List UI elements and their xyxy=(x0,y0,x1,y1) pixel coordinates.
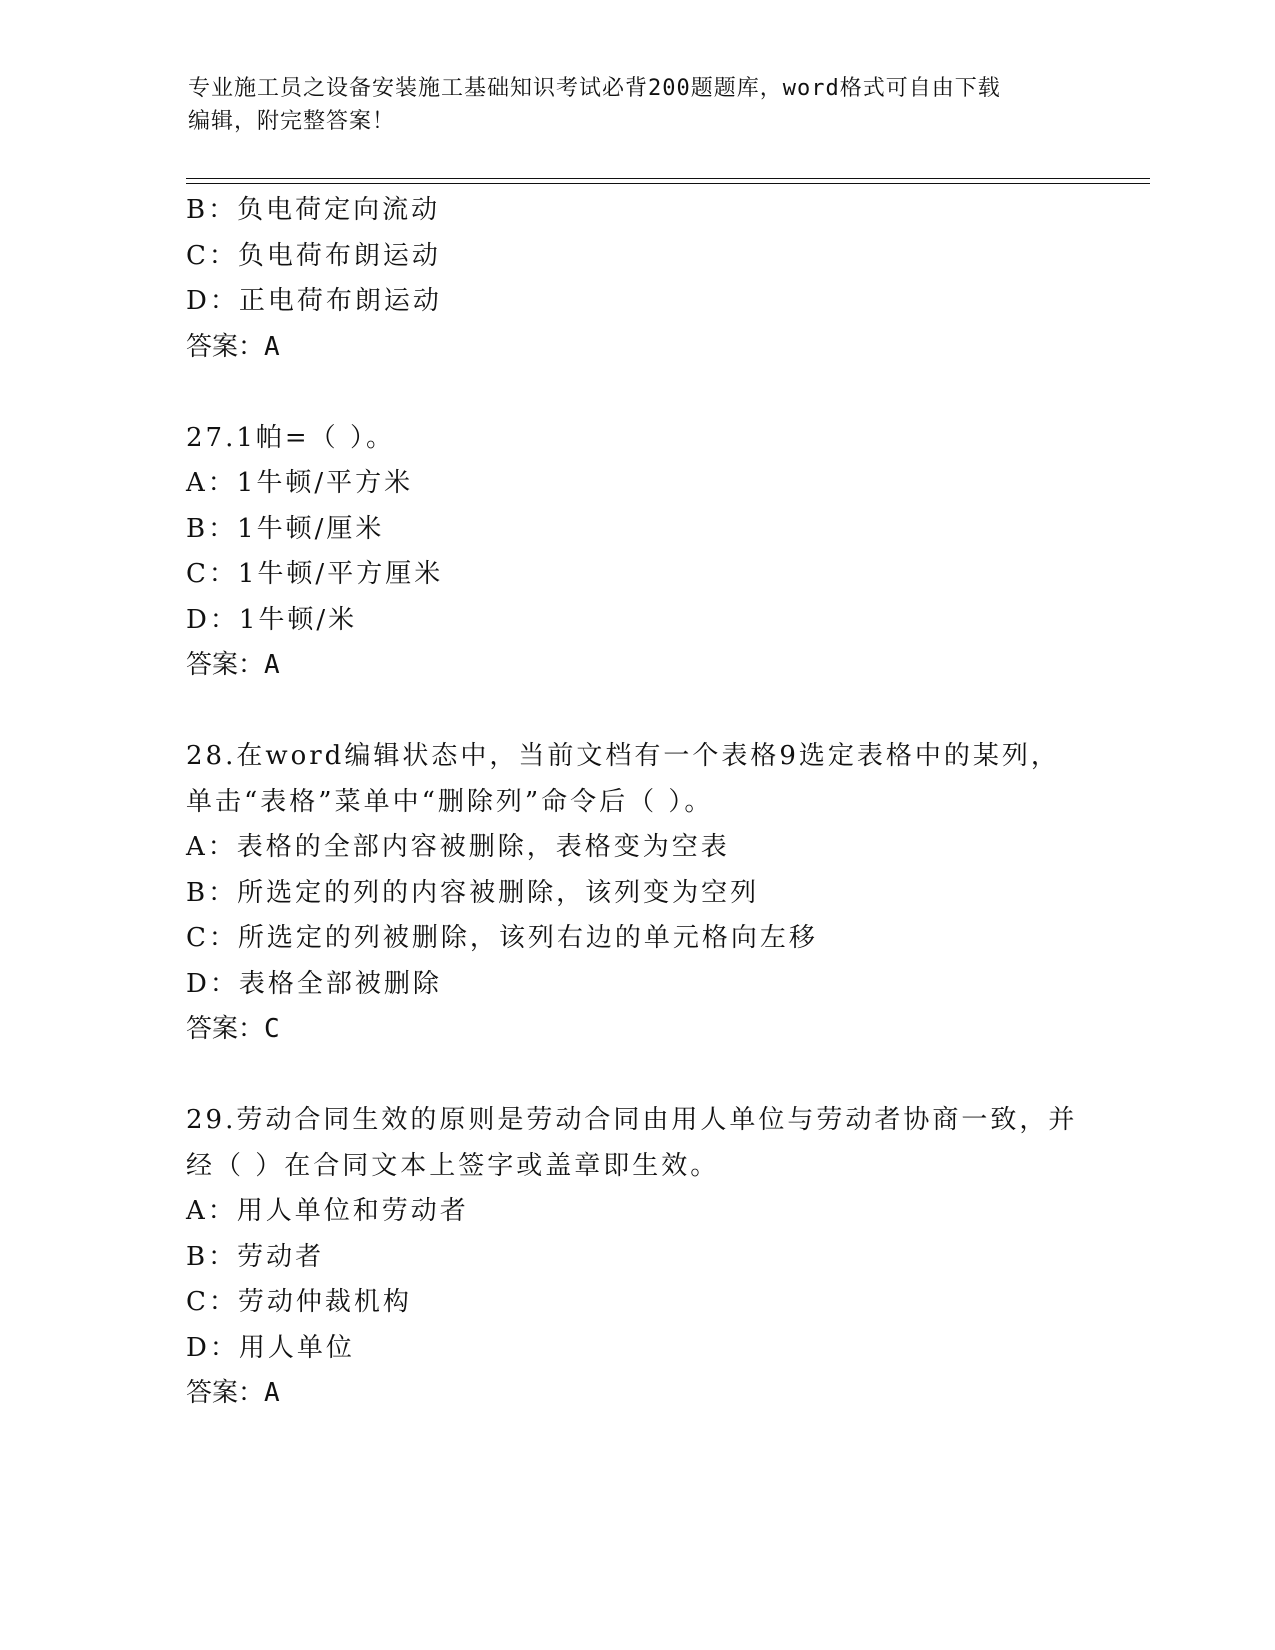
option-b: B：1牛顿/厘米 xyxy=(186,513,385,544)
option-a: A：用人单位和劳动者 xyxy=(186,1196,469,1226)
option-a: A：表格的全部内容被删除，表格变为空表 xyxy=(186,832,730,862)
question-stem-line-2: 经（ ）在合同文本上签字或盖章即生效。 xyxy=(186,1150,720,1181)
question-stem: 27.1帕=（ ）。 xyxy=(186,422,395,453)
answer: 答案：C xyxy=(186,1014,280,1044)
option-b: B：劳动者 xyxy=(186,1241,325,1272)
document-header xyxy=(188,72,1068,138)
option-b: B：负电荷定向流动 xyxy=(186,195,441,225)
answer: 答案：A xyxy=(186,650,280,680)
option-c: C：1牛顿/平方厘米 xyxy=(186,559,444,589)
question-stem-line-1: 28.在word编辑状态中，当前文档有一个表格9选定表格中的某列， xyxy=(186,741,1060,771)
option-a: A：1牛顿/平方米 xyxy=(186,468,414,498)
header-title-line-1: 专业施工员之设备安装施工基础知识考试必背200题题库，word格式可自由下载 xyxy=(188,76,1001,101)
option-d: D：用人单位 xyxy=(186,1332,355,1363)
option-d: D：1牛顿/米 xyxy=(186,604,358,635)
question-28 xyxy=(186,734,1086,1053)
question-27 xyxy=(186,416,1086,689)
option-c: C：所选定的列被删除，该列右边的单元格向左移 xyxy=(186,923,818,953)
answer: 答案：A xyxy=(186,331,280,362)
option-c: C：负电荷布朗运动 xyxy=(186,240,441,271)
header-title-line-2: 编辑，附完整答案！ xyxy=(188,109,396,134)
option-d: D：表格全部被删除 xyxy=(186,968,442,999)
spacer xyxy=(186,370,1086,416)
spacer xyxy=(186,689,1086,735)
spacer xyxy=(186,1053,1086,1099)
option-d: D：正电荷布朗运动 xyxy=(186,286,442,316)
header-rule-bottom xyxy=(186,183,1150,184)
question-stem-line-1: 29.劳动合同生效的原则是劳动合同由用人单位与劳动者协商一致，并 xyxy=(186,1105,1078,1135)
question-list xyxy=(186,188,1086,1417)
question-29 xyxy=(186,1098,1086,1417)
option-b: B：所选定的列的内容被删除，该列变为空列 xyxy=(186,877,760,908)
question-stem-line-2: 单击“表格”菜单中“删除列”命令后（ ）。 xyxy=(186,786,714,817)
header-rule-top xyxy=(186,178,1150,179)
answer: 答案：A xyxy=(186,1378,280,1408)
question-26 xyxy=(186,188,1086,370)
option-c: C：劳动仲裁机构 xyxy=(186,1287,412,1317)
